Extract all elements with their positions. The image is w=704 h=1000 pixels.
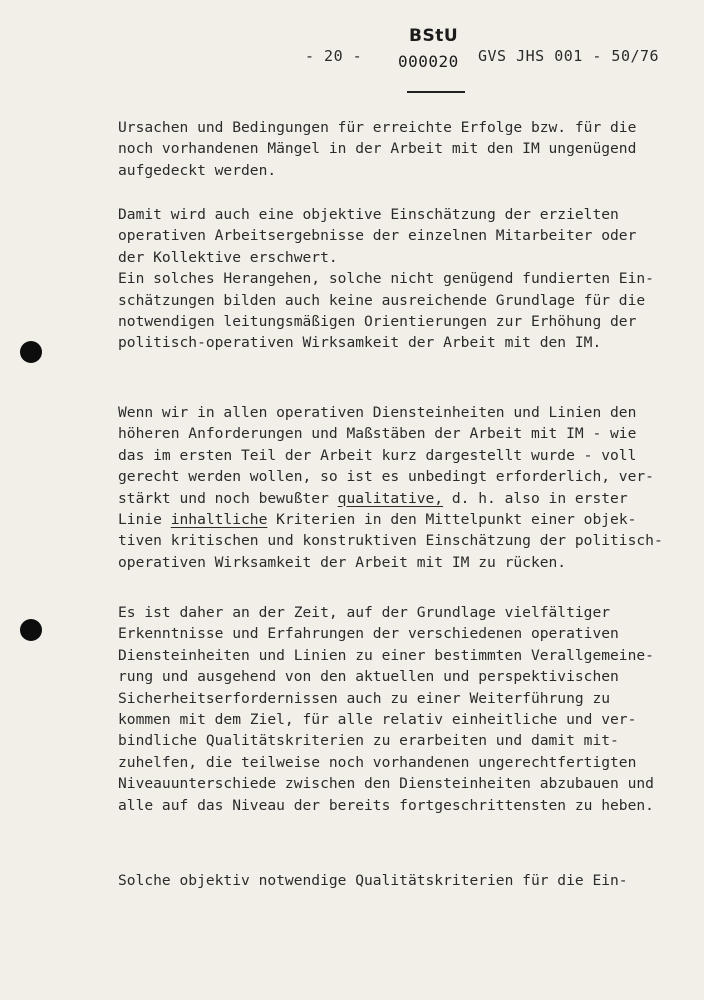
stamp-number: 000020: [398, 52, 459, 71]
underlined-term: qualitative,: [337, 489, 444, 507]
underlined-term: inhaltliche: [170, 510, 268, 528]
stamp-label: BStU: [409, 26, 459, 46]
text-line: [118, 488, 688, 509]
text-line: Niveauunterschiede zwischen den Diensteinheiten abzubauen und: [118, 775, 654, 793]
text-line: Diensteinheiten und Linien zu einer bestimmten Verallgemeine-: [118, 646, 654, 664]
text-line: politisch-operativen Wirksamkeit der Arbeit mit den IM.: [118, 334, 602, 352]
text-line: notwendigen leitungsmäßigen Orientierungen zur Erhöhung der: [118, 312, 637, 330]
text-line: der Kollektive erschwert.: [118, 248, 338, 266]
text-line: Solche objektiv notwendige Qualitätskriterien für die Ein-: [118, 872, 628, 889]
stamp-underline: [407, 91, 465, 93]
text-line: operativen Wirksamkeit der Arbeit mit IM zu rücken.: [118, 553, 567, 571]
paragraph-3: [118, 402, 688, 573]
text-segment: Linie: [118, 510, 171, 528]
text-line: bindliche Qualitätskriterien zu erarbeiten und damit mit-: [118, 732, 619, 750]
text-line: das im ersten Teil der Arbeit kurz dargestellt wurde - voll: [118, 446, 637, 464]
punch-hole: [20, 619, 42, 641]
text-line: Es ist daher an der Zeit, auf der Grundlage vielfältiger: [118, 604, 611, 621]
text-line: Wenn wir in allen operativen Diensteinheiten und Linien den: [118, 404, 637, 421]
text-line: Ursachen und Bedingungen für erreichte Erfolge bzw. für die: [118, 119, 637, 136]
text-segment: d. h. also in erster: [443, 489, 628, 507]
punch-hole: [20, 341, 42, 363]
text-segment: Kriterien in den Mittelpunkt einer objek-: [267, 510, 637, 528]
text-line: [118, 509, 688, 530]
text-line: schätzungen bilden auch keine ausreichende Grundlage für die: [118, 291, 646, 309]
text-line: höheren Anforderungen und Maßstäben der Arbeit mit IM - wie: [118, 425, 637, 443]
archive-stamp: [385, 20, 465, 95]
text-line: Sicherheitserfordernissen auch zu einer Weiterführung zu: [118, 689, 611, 707]
text-line: noch vorhandenen Mängel in der Arbeit mit den IM ungenügend: [118, 140, 637, 158]
text-line: Erkenntnisse und Erfahrungen der verschiedenen operativen: [118, 625, 619, 643]
paragraph-1: [118, 117, 688, 181]
text-line: rung und ausgehend von den aktuellen und perspektivischen: [118, 668, 619, 686]
text-line: Ein solches Herangehen, solche nicht genügend fundierten Ein-: [118, 270, 654, 288]
text-line: zuhelfen, die teilweise noch vorhandenen ungerechtfertigten: [118, 753, 637, 771]
text-line: Damit wird auch eine objektive Einschätzung der erzielten: [118, 206, 619, 223]
paragraph-2: [118, 204, 688, 354]
document-reference: GVS JHS 001 - 50/76: [478, 47, 660, 65]
text-line: aufgedeckt werden.: [118, 161, 277, 179]
paragraph-5: [118, 870, 688, 891]
text-line: kommen mit dem Ziel, für alle relativ einheitliche und ver-: [118, 710, 637, 728]
text-line: gerecht werden wollen, so ist es unbedingt erforderlich, ver-: [118, 468, 654, 486]
page-number: - 20 -: [305, 47, 363, 65]
text-line: alle auf das Niveau der bereits fortgeschrittensten zu heben.: [118, 796, 654, 814]
paragraph-4: [118, 602, 688, 816]
text-segment: stärkt und noch bewußter: [118, 489, 338, 507]
text-line: operativen Arbeitsergebnisse der einzelnen Mitarbeiter oder: [118, 227, 637, 245]
text-line: tiven kritischen und konstruktiven Einschätzung der politisch-: [118, 532, 663, 550]
